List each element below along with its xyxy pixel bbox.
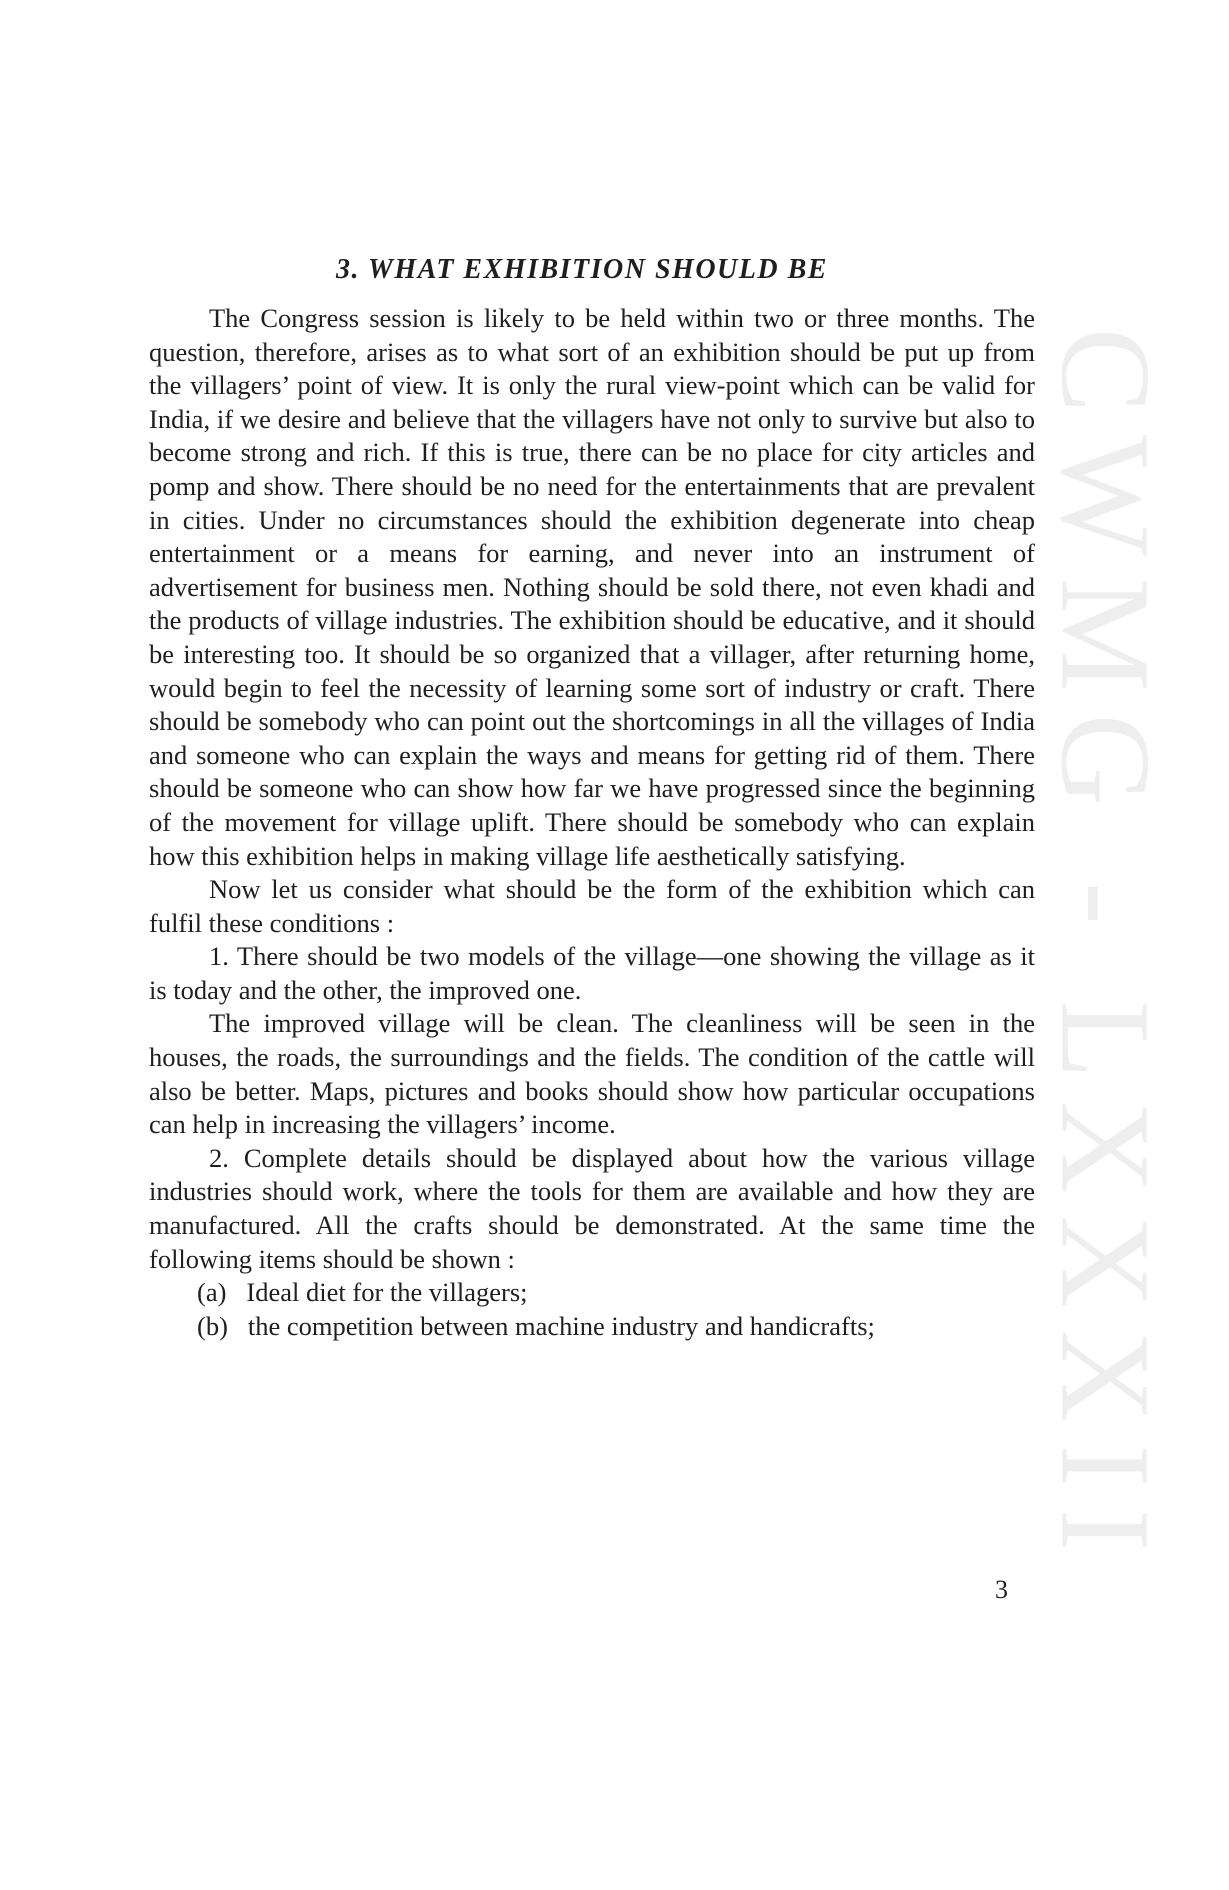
paragraph: 2. Complete details should be displayed about how the various village industries should work, where the tools for them are available and how they are manufactured. All the crafts should be demonstrated. At the same time the following items should be shown : — [149, 1142, 1035, 1274]
list-item-marker: (a) — [197, 1277, 227, 1308]
paragraph: Now let us consider what should be the form of the exhibition which can fulfil these conditions : — [149, 874, 1035, 938]
body-text — [149, 302, 1035, 1343]
list-item-text: Ideal diet for the villagers; — [246, 1277, 528, 1308]
watermark — [1030, 327, 1180, 1573]
list-item — [149, 1310, 1035, 1344]
page-title: 3. WHAT EXHIBITION SHOULD BE — [336, 254, 828, 285]
page-number: 3 — [995, 1575, 1008, 1604]
list-item-text: the competition between machine industry and handicrafts; — [247, 1310, 875, 1341]
paragraph: The Congress session is likely to be held within two or three months. The question, therefore, arises as to what sort of an exhibition should be put up from the villagers’ point of view. It is only the rural view-point which can be valid for India, if we desire and believe that the villagers have not only to survive but also to become strong and rich. If this is true, there can be no place for city articles and pomp and show. There should be no need for the entertainments that are prevalent in cities. Under no circumstances should the exhibition degenerate into cheap entertainment or a means for earning, and never into an instrument of advertisement for business men. Nothing should be sold there, not even khadi and the products of village industries. The exhibition should be educative, and it should be interesting too. It should be so organized that a villager, after returning home, would begin to feel the necessity of learning some sort of industry or craft. There should be somebody who can point out the shortcomings in all the villages of India and someone who can explain the ways and means for getting rid of them. There should be someone who can show how far we have progressed since the beginning of the movement for village uplift. There should be somebody who can explain how this exhibition helps in making village life aesthetically satisfying. — [149, 303, 1035, 871]
paragraph: 1. There should be two models of the village—one showing the village as it is today and the other, the improved one. — [149, 941, 1035, 1005]
list-item — [149, 1276, 1035, 1310]
paragraph: The improved village will be clean. The cleanliness will be seen in the houses, the roads, the surroundings and the fields. The condition of the cattle will also be better. Maps, pictures and books should show how particular occupations can help in increasing the villagers’ income. — [149, 1008, 1035, 1140]
watermark-text: CWMG - LXXXII — [1034, 327, 1177, 1573]
list-item-marker: (b) — [197, 1310, 228, 1341]
page-content — [149, 250, 1035, 1343]
